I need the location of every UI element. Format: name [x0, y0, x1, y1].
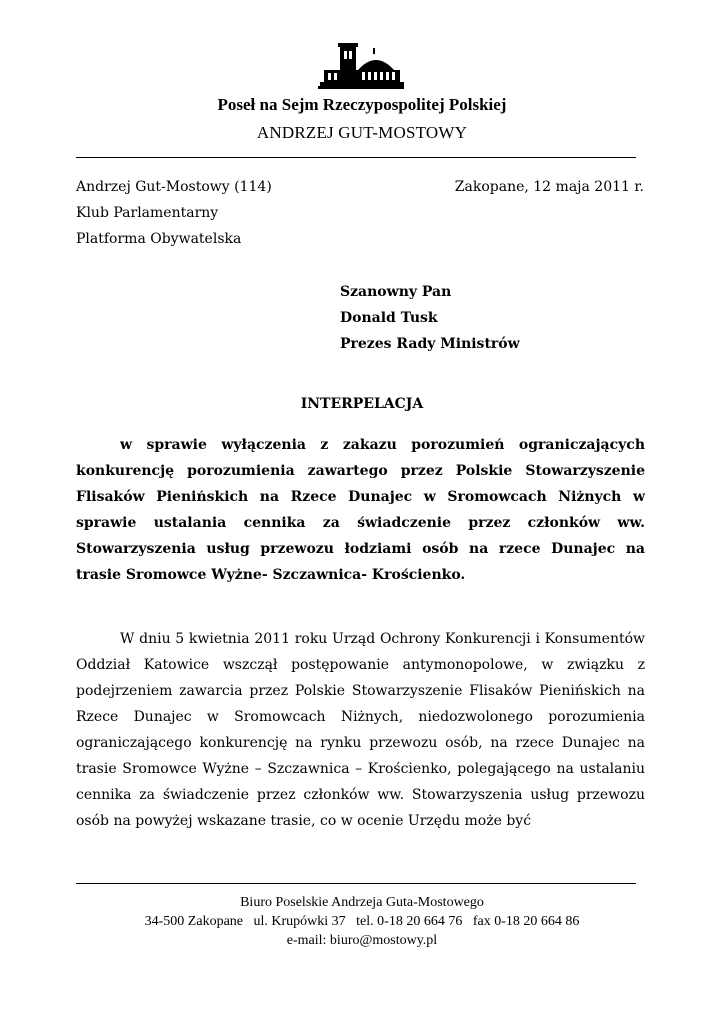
letter-date: Zakopane, 12 maja 2011 r. [454, 179, 644, 195]
footer [0, 893, 724, 950]
mp-name: ANDRZEJ GUT-MOSTOWY [256, 123, 468, 142]
sender-name: Andrzej Gut-Mostowy (114) [76, 179, 272, 195]
footer-divider [76, 883, 636, 884]
sender-club: Klub Parlamentarny [76, 205, 219, 221]
header-divider [76, 157, 636, 158]
recipient-salutation: Szanowny Pan [340, 284, 452, 300]
mp-title: Poseł na Sejm Rzeczypospolitej Polskiej [217, 95, 507, 114]
document-subject: w sprawie wyłączenia z zakazu porozumień ograniczających konkurencję porozumienia zawartego przez Polskie Stowarzyszenie Flisaków Pienińskich na Rzece Dunajec w Sromowcach Niżnych w sprawie ustalania cennika za świadczenie przez członków ww. Stowarzyszenia usług przewozu łodziami osób na rzece Dunajec na trasie Sromowce Wyżne- Szczawnica- Krościenko. [76, 437, 645, 583]
recipient-position: Prezes Rady Ministrów [340, 336, 520, 352]
document-heading: INTERPELACJA [300, 396, 424, 412]
document-body-paragraph: W dniu 5 kwietnia 2011 roku Urząd Ochrony Konkurencji i Konsumentów Oddział Katowice wszczął postępowanie antymonopolowe, w związku z podejrzeniem zawarcia przez Polskie Stowarzyszenie Flisaków Pienińskich na Rzece Dunajec w Sromowcach Niżnych, niedozwolonego porozumienia ograniczającego konkurencję na rynku przewozu osób, na rzece Dunajec na trasie Sromowce Wyżne – Szczawnica – Krościenko, polegającego na ustalaniu cennika za świadczenie przez członków ww. Stowarzyszenia usług przewozu osób na powyżej wskazane trasie, co w ocenie Urzędu może być [76, 631, 645, 829]
sender-party: Platforma Obywatelska [76, 231, 242, 247]
footer-office: Biuro Poselskie Andrzeja Guta-Mostowego [240, 895, 484, 910]
recipient-name: Donald Tusk [340, 310, 438, 326]
footer-address: 34-500 Zakopane ul. Krupówki 37 tel. 0-18 20 664 76 fax 0-18 20 664 86 [144, 914, 580, 929]
sender-block [76, 174, 272, 252]
footer-email: e-mail: biuro@mostowy.pl [286, 933, 438, 948]
sejm-building-icon [318, 40, 404, 90]
recipient-block [340, 279, 520, 357]
